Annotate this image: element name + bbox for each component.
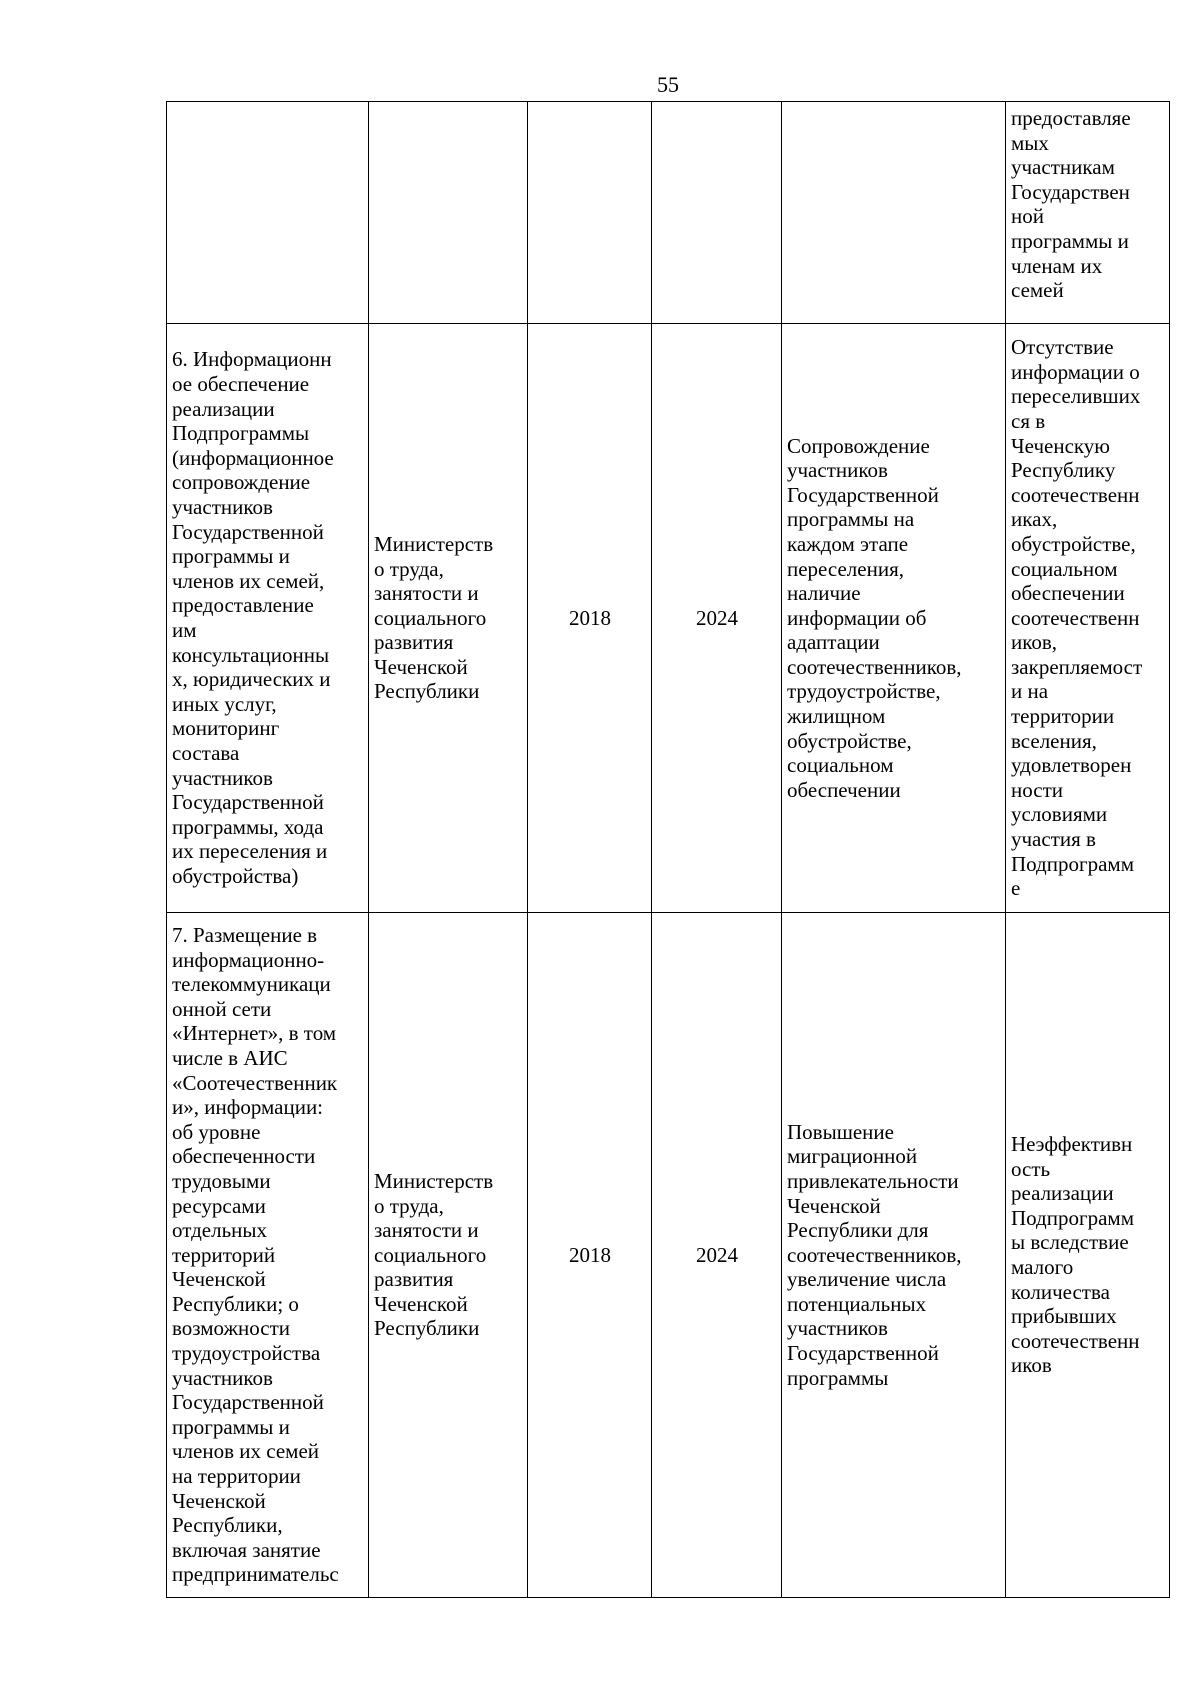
end-year-cell <box>652 102 782 324</box>
executor-cell: Министерств о труда, занятости и социального развития Чеченской Республики <box>369 324 528 913</box>
activity-cell: 6. Информационн ое обеспечение реализации Подпрограммы (информационное сопровождение участников Государственной программы и членов их семей, предоставление им консультационны х, юридических и иных услуг, мониторинг состава участников Государственной программы, хода их переселения и обустройства) <box>167 324 369 913</box>
result-cell: Сопровождение участников Государственной программы на каждом этапе переселения, наличие информации об адаптации соотечественников, трудоустройстве, жилищном обустройстве, социальном обеспечении <box>782 324 1006 913</box>
start-year-cell: 2018 <box>528 913 652 1598</box>
consequence-cell: предоставляе мых участникам Государствен ной программы и членам их семей <box>1006 102 1170 324</box>
activity-cell: 7. Размещение в информационно- телекоммуникаци онной сети «Интернет», в том числе в АИС «Соотечественник и», информации: об уровне обеспеченности трудовыми ресурсами отдельных территорий Чеченской Республики; о возможности трудоустройства участников Государственной программы и членов их семей на территории Чеченской Республики, включая занятие предпринимательс <box>167 913 369 1598</box>
start-year-cell: 2018 <box>528 324 652 913</box>
consequence-cell: Неэффективн ость реализации Подпрограмм ы вследствие малого количества прибывших соотечественн иков <box>1006 913 1170 1598</box>
end-year-cell: 2024 <box>652 913 782 1598</box>
result-cell <box>782 102 1006 324</box>
executor-cell: Министерств о труда, занятости и социального развития Чеченской Республики <box>369 913 528 1598</box>
table-row <box>167 102 1170 324</box>
end-year-cell: 2024 <box>652 324 782 913</box>
table-row <box>167 913 1170 1598</box>
activity-cell <box>167 102 369 324</box>
page-number: 55 <box>657 72 679 97</box>
result-cell: Повышение миграционной привлекательности Чеченской Республики для соотечественников, увеличение числа потенциальных участников Государственной программы <box>782 913 1006 1598</box>
consequence-cell: Отсутствие информации о переселивших ся в Чеченскую Республику соотечественн иках, обустройстве, социальном обеспечении соотечественн иков, закрепляемост и на территории вселения, удовлетворен ности условиями участия в Подпрограмм е <box>1006 324 1170 913</box>
executor-cell <box>369 102 528 324</box>
table-row <box>167 324 1170 913</box>
measures-table <box>166 101 1170 1598</box>
start-year-cell <box>528 102 652 324</box>
